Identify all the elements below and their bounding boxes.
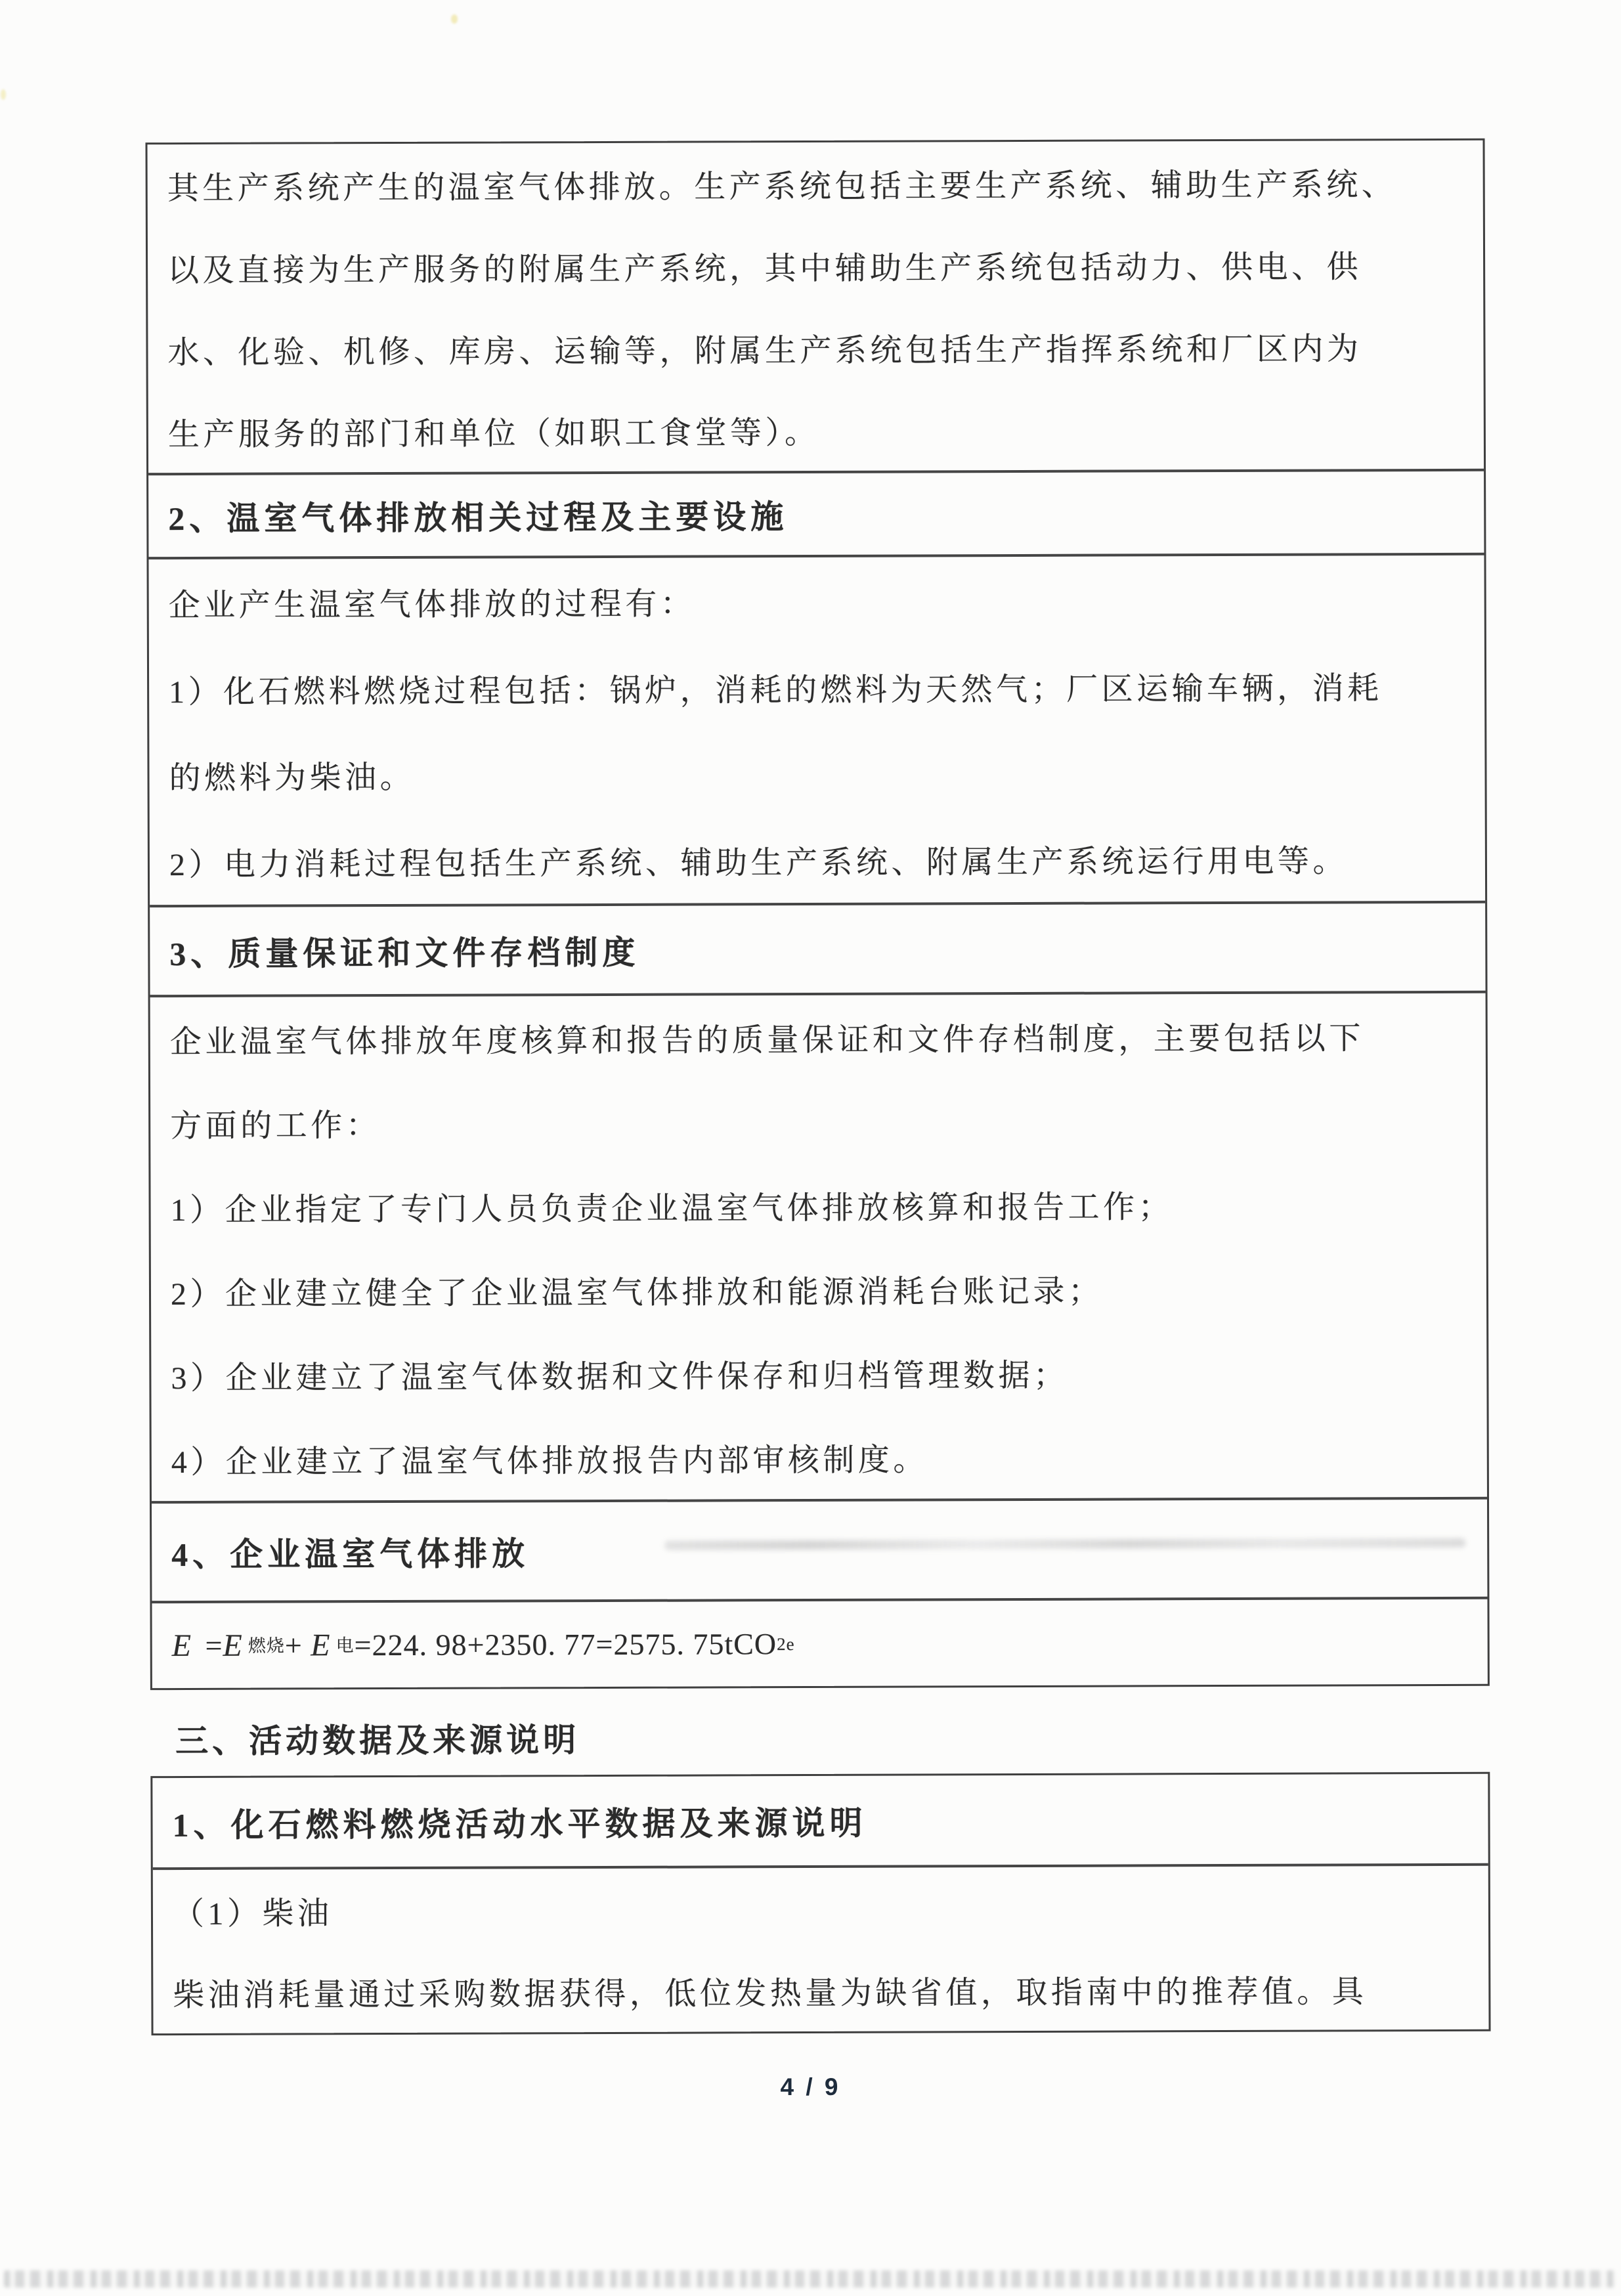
- table-row-diesel-paragraph: [153, 1863, 1489, 2033]
- table-row-emission-formula: [152, 1597, 1487, 1688]
- paragraph-line: （1）柴油: [172, 1896, 333, 1932]
- paragraph-line: 4）企业建立了温室气体排放报告内部审核制度。: [171, 1442, 928, 1480]
- formula-result-values: =224. 98+2350. 77=2575. 75tCO: [354, 1627, 777, 1662]
- table-row-fuel-activity-header: [152, 1774, 1488, 1867]
- section-heading-activity-data: 三、活动数据及来源说明: [175, 1722, 580, 1760]
- paragraph-line: 2）电力消耗过程包括生产系统、辅助生产系统、附属生产系统运行用电等。: [169, 844, 1349, 882]
- formula-E-total: E: [171, 1628, 192, 1664]
- ghg-report-table: [145, 139, 1489, 1690]
- table-row-production-system-paragraph: [148, 141, 1484, 473]
- formula-equals: =: [196, 1628, 223, 1662]
- table-row-quality-assurance: [150, 991, 1487, 1501]
- paragraph-line: 的燃料为柴油。: [169, 760, 416, 796]
- page-number: 4 / 9: [780, 2073, 841, 2100]
- table-row-emission-processes: [148, 553, 1485, 905]
- emission-formula: [171, 1599, 1462, 1688]
- fuel-activity-header-text: 1、化石燃料燃烧活动水平数据及来源说明: [172, 1804, 867, 1844]
- formula-E-electricity: E: [311, 1628, 331, 1663]
- scan-speck: [451, 14, 458, 24]
- activity-data-table: [150, 1772, 1490, 2035]
- paragraph-line: 以及直接为生产服务的附属生产系统，其中辅助生产系统包括动力、供电、供: [167, 249, 1362, 289]
- paragraph-line: 3）企业建立了温室气体数据和文件保存和归档管理数据；: [171, 1358, 1069, 1396]
- scan-speck: [1, 89, 6, 100]
- table-row-section2-header: [148, 469, 1484, 557]
- table-row-section3-header: [150, 901, 1485, 995]
- paragraph-line: 水、化验、机修、库房、运输等，附属生产系统包括生产指挥系统和厂区内为: [167, 332, 1362, 371]
- paragraph-line: 方面的工作：: [170, 1108, 381, 1144]
- paragraph-line: 生产服务的部门和单位（如职工食堂等）。: [167, 415, 820, 453]
- paragraph-line: 企业温室气体排放年度核算和报告的质量保证和文件存档制度，主要包括以下: [169, 1021, 1364, 1060]
- section4-header-text: 4、企业温室气体排放: [171, 1535, 530, 1574]
- paragraph-line: 1）化石燃料燃烧过程包括：锅炉，消耗的燃料为天然气；厂区运输车辆，消耗: [169, 671, 1383, 710]
- paragraph-line: 1）企业指定了专门人员负责企业温室气体排放核算和报告工作；: [170, 1190, 1174, 1228]
- paragraph-line: 其生产系统产生的温室气体排放。生产系统包括主要生产系统、辅助生产系统、: [167, 167, 1397, 207]
- paragraph-line: 柴油消耗量通过采购数据获得，低位发热量为缺省值，取指南中的推荐值。具: [173, 1974, 1368, 2014]
- formula-E-combustion: E: [223, 1628, 243, 1663]
- section2-header-text: 2、温室气体排放相关过程及主要设施: [168, 498, 789, 538]
- section3-header-text: 3、质量保证和文件存档制度: [169, 934, 640, 972]
- scan-bleed-artifact: [4, 2270, 1616, 2287]
- paragraph-line: 企业产生温室气体排放的过程有：: [168, 586, 696, 624]
- paragraph-line: 2）企业建立健全了企业温室气体排放和能源消耗台账记录；: [170, 1274, 1104, 1312]
- formula-plus: +: [284, 1628, 311, 1662]
